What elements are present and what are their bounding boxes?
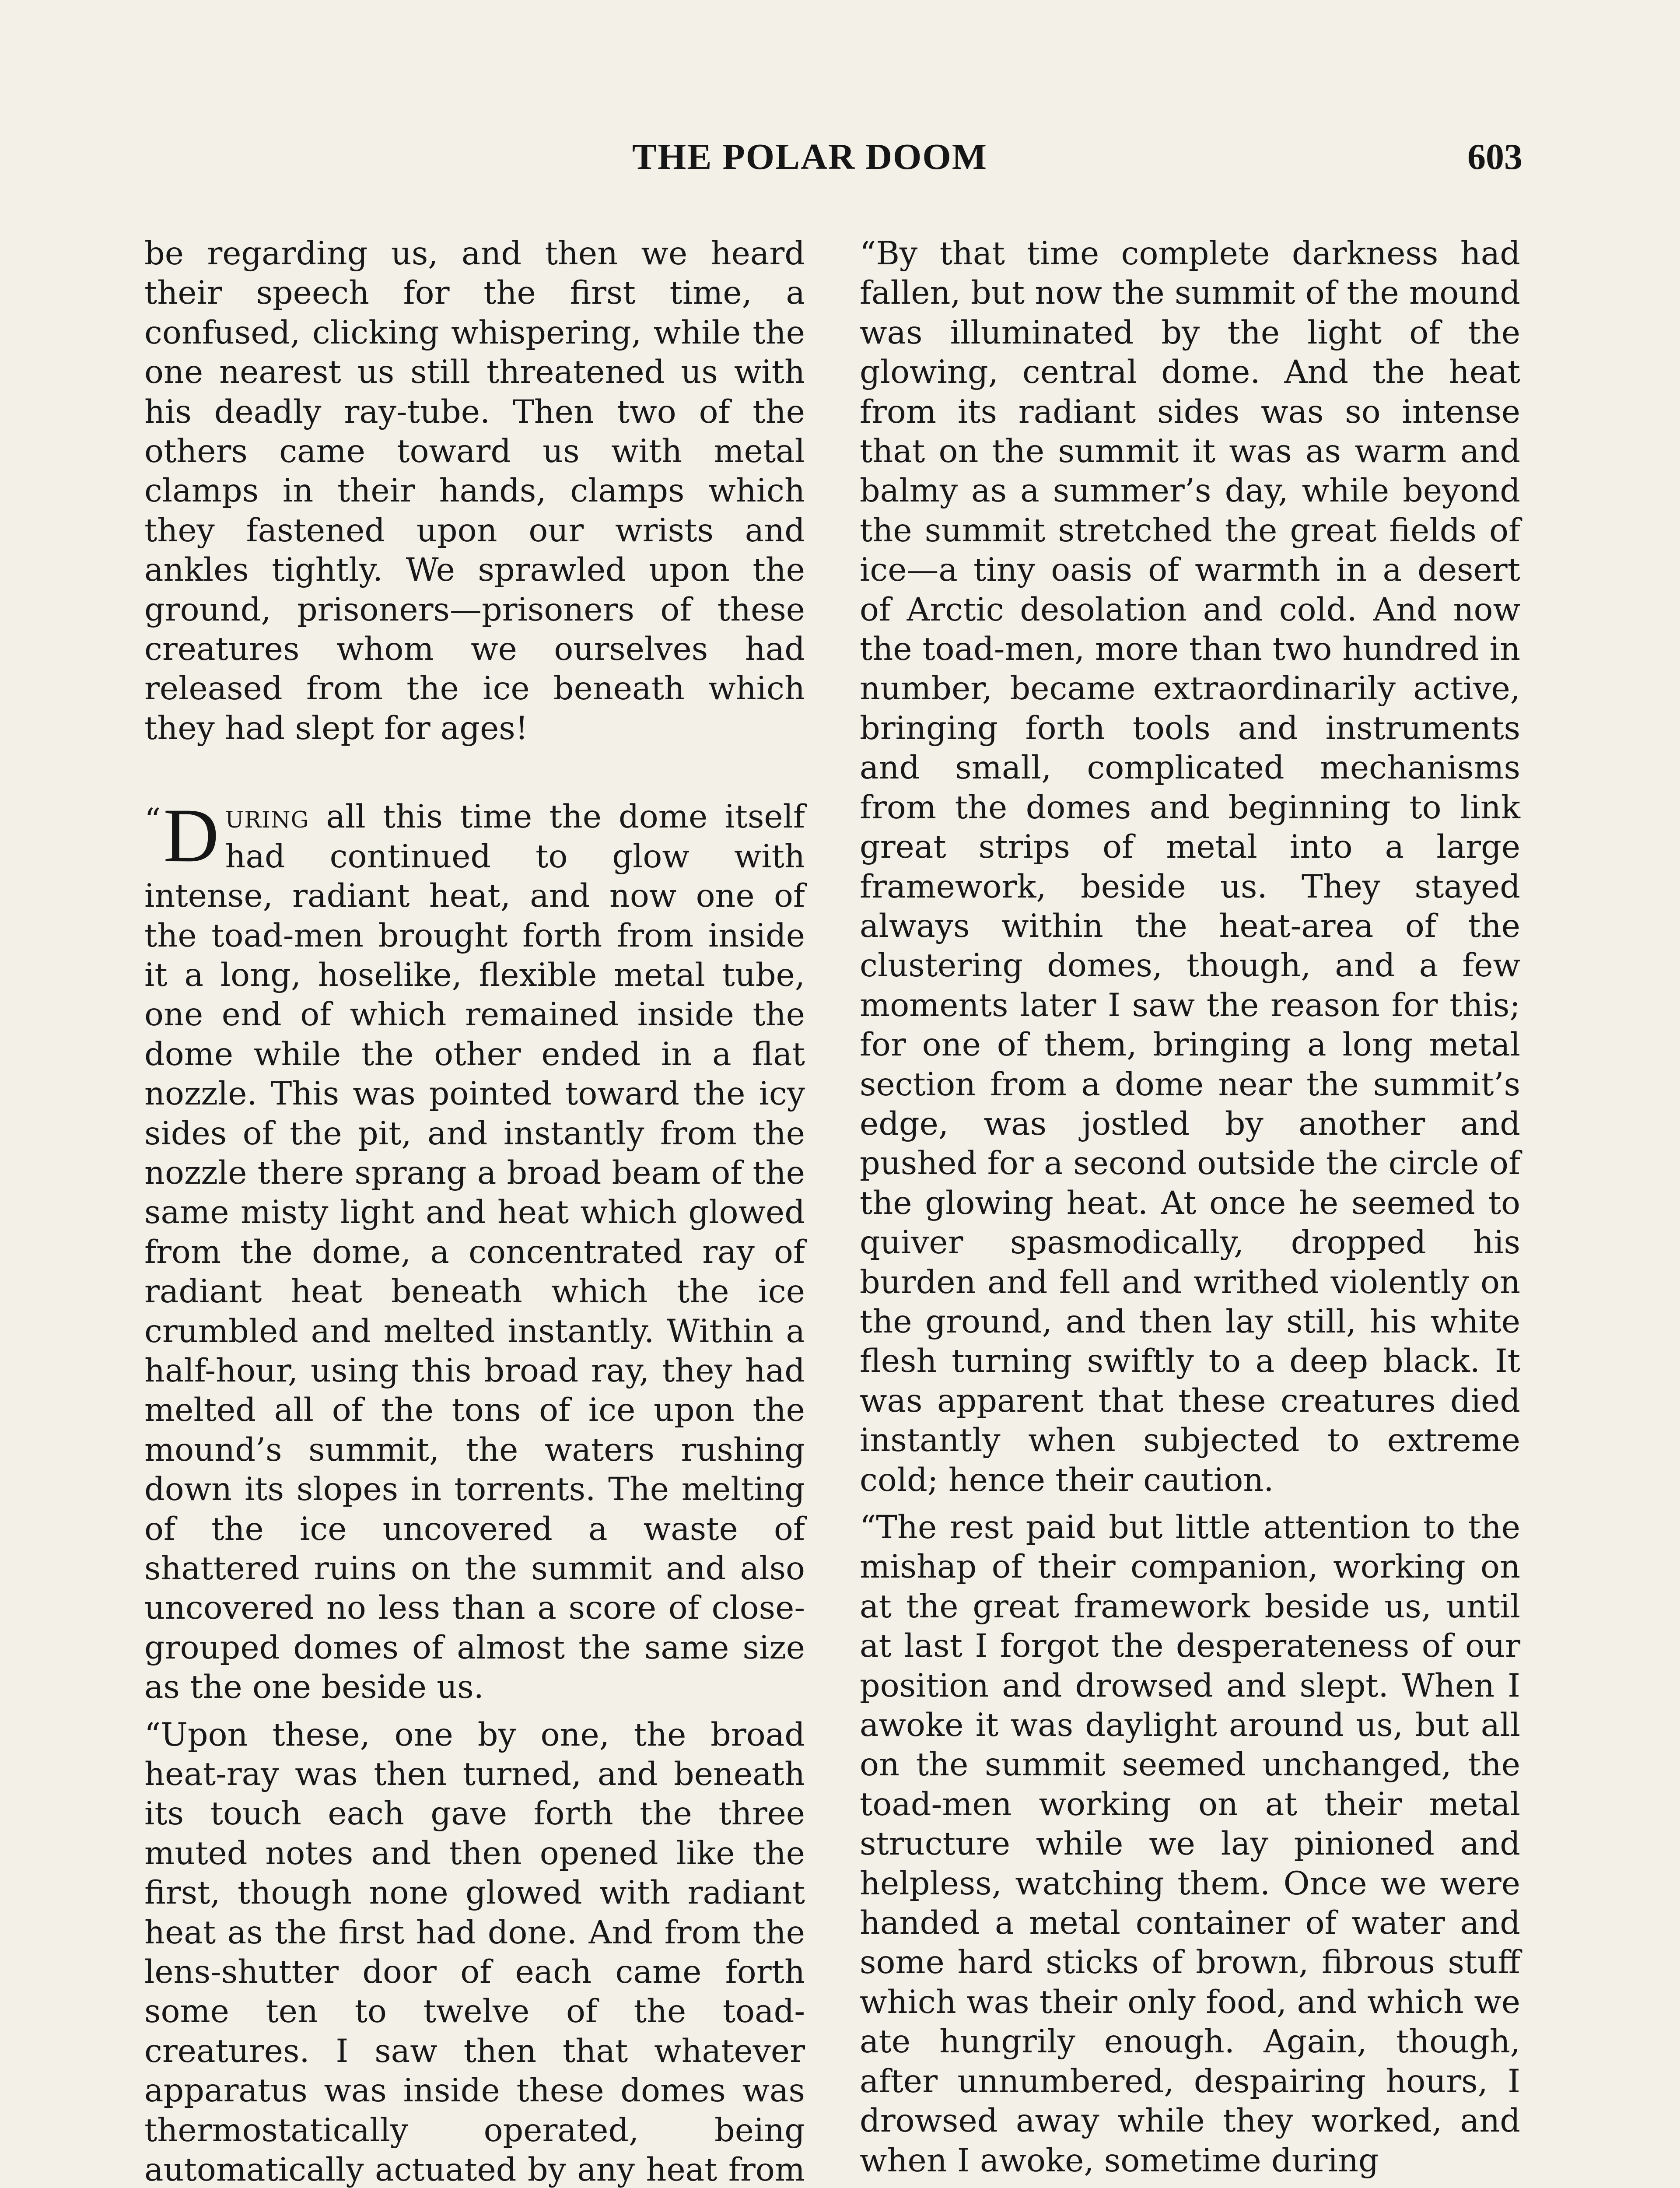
right-paragraph-2: “The rest paid but little attention to the mishap of their companion, working on at the great framework beside us, until at last I forgot the desperateness of our position and drowsed and slept. When I awoke it was daylight around us, but all on the summit seemed unchanged, the toad-men working on at their metal structure while we lay pinioned and helpless, watching them. Once we were handed a metal container of water and some hard sticks of brown, fibrous stuff which was their only food, and which we ate hungrily enough. Again, though, after unnumbered, despairing hours, I drowsed away while they worked, and when I awoke, sometime during [860, 1509, 1520, 2179]
dropcap-block [144, 793, 219, 879]
small-caps-lead: uring [225, 798, 309, 836]
right-column [860, 234, 1520, 2181]
right-paragraph-1: “By that time complete darkness had fallen, but now the summit of the mound was illuminated by the light of the glowing, central dome. And the heat from its radiant sides was so intense that on the summit it was as warm and balmy as a summer’s day, while beyond the summit stretched the great fields of ice—a tiny oasis of warmth in a desert of Arctic desolation and cold. And now the toad-men, more than two hundred in number, became extraordinarily active, bringing forth tools and instruments and small, complicated mechanisms from the domes and beginning to link great strips of metal into a large framework, beside us. They stayed always within the heat-area of the clustering domes, though, and a few moments later I saw the reason for this; for one of them, bringing a long metal section from a dome near the summit’s edge, was jostled by another and pushed for a second outside the circle of the glowing heat. At once he seemed to quiver spasmodically, dropped his burden and fell and writhed violently on the ground, and then lay still, his white flesh turning swiftly to a deep black. It was apparent that these creatures died instantly when subjected to extreme cold; hence their caution. [860, 235, 1520, 1499]
page-number: 603 [1467, 137, 1522, 177]
opening-quote-mark: “ [144, 802, 161, 839]
running-head-title: THE POLAR DOOM [632, 137, 988, 177]
left-paragraph-1: be regarding us, and then we heard their speech for the first time, a confused, clicking whispering, while the one nearest us still threatened us with his deadly ray-tube. Then two of the others came toward us with metal clamps in their hands, clamps which they fastened upon our wrists and ankles tightly. We sprawled upon the ground, prisoners—prisoners of these creatures whom we ourselves had released from the ice beneath which they had slept for ages! [144, 235, 805, 747]
drop-cap-letter: D [163, 793, 219, 879]
left-paragraph-2-text: all this time the dome itself had continued to glow with intense, radiant heat, and now one of the toad-men brought forth from inside it a long, hoselike, flexible metal tube, one end of which remained inside the dome while the other ended in a flat nozzle. This was pointed toward the icy sides of the pit, and instantly from the nozzle there sprang a broad beam of the same misty light and heat which glowed from the dome, a concentrated ray of radiant heat beneath which the ice crumbled and melted instantly. Within a half-hour, using this broad ray, they had melted all of the tons of ice upon the mound’s summit, the waters rushing down its slopes in torrents. The melting of the ice uncovered a waste of shattered ruins on the summit and also uncovered no less than a score of close-grouped domes of almost the same size as the one beside us. [144, 798, 805, 1706]
left-paragraph-2 [144, 793, 805, 1707]
left-paragraph-3: “Upon these, one by one, the broad heat-ray was then turned, and beneath its touch each gave forth the three muted notes and then opened like the first, though none glowed with radiant heat as the first had done. And from the lens-shutter door of each came forth some ten to twelve of the toad-creatures. I saw then that whatever apparatus was inside these domes was thermostatically operated, being automatically actuated by any heat from [144, 1716, 805, 2188]
left-column [144, 234, 805, 2188]
